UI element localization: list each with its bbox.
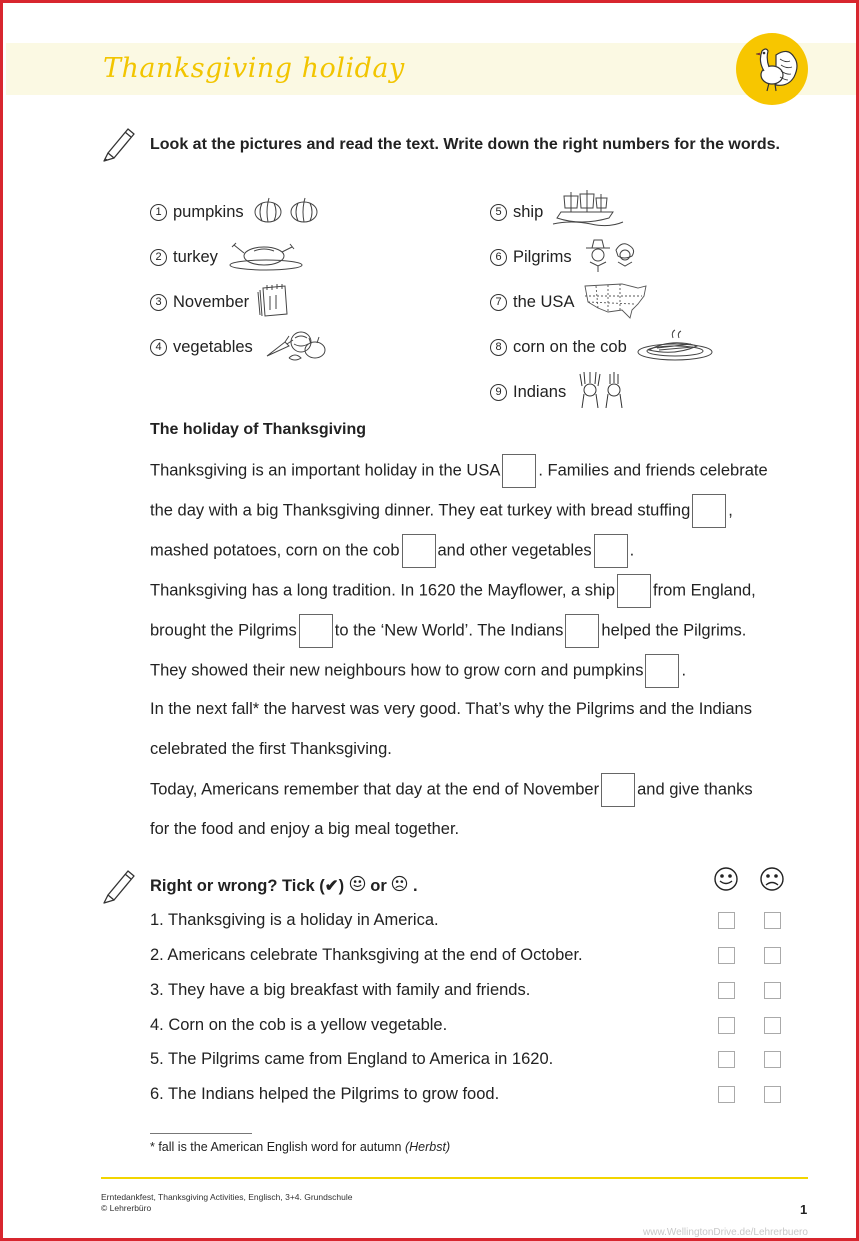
story-line: Today, Americans remember that day at the end of November and give thanks: [150, 773, 753, 807]
wrong-checkbox[interactable]: [764, 1086, 781, 1103]
item-number: 8: [490, 339, 507, 356]
calendar-icon: [257, 282, 291, 323]
right-checkbox[interactable]: [718, 1086, 735, 1103]
right-checkbox[interactable]: [718, 912, 735, 929]
page-number: 1: [800, 1202, 808, 1217]
vocab-item: [150, 290, 291, 314]
usa-map-icon: [582, 280, 650, 325]
right-checkbox[interactable]: [718, 1051, 735, 1068]
item-number: 2: [150, 249, 167, 266]
page-title: Thanksgiving holiday: [103, 53, 405, 84]
vegetables-icon: [261, 328, 329, 367]
vocab-word: vegetables: [173, 337, 253, 356]
answer-box[interactable]: [299, 614, 333, 648]
watermark: www.WellingtonDrive.de/Lehrerbuero: [643, 1227, 808, 1238]
item-number: 6: [490, 249, 507, 266]
right-column-smiley-icon: [713, 866, 739, 897]
statement: 1. Thanksgiving is a holiday in America.: [150, 911, 439, 929]
vocab-word: November: [173, 292, 250, 311]
story-line: In the next fall* the harvest was very good. That’s why the Pilgrims and the Indians: [150, 700, 752, 718]
corn-plate-icon: [635, 328, 715, 367]
statement: 3. They have a big breakfast with family and friends.: [150, 981, 531, 999]
answer-box[interactable]: [601, 773, 635, 807]
right-checkbox[interactable]: [718, 1017, 735, 1034]
right-checkbox[interactable]: [718, 982, 735, 999]
task-instruction: Look at the pictures and read the text. Write down the right numbers for the words.: [150, 136, 780, 153]
vocab-item: [150, 200, 322, 224]
story-line: Thanksgiving has a long tradition. In 1620 the Mayflower, a ship from England,: [150, 574, 756, 608]
story-line: brought the Pilgrims to the ‘New World’. The Indians helped the Pilgrims.: [150, 614, 746, 648]
ship-icon: [551, 190, 625, 235]
story-line: mashed potatoes, corn on the cob and other vegetables .: [150, 534, 634, 568]
story-line: Thanksgiving is an important holiday in the USA . Families and friends celebrate: [150, 454, 768, 488]
item-number: 7: [490, 294, 507, 311]
story-line: the day with a big Thanksgiving dinner. They eat turkey with bread stuffing ,: [150, 494, 733, 528]
vocab-word: ship: [513, 202, 544, 221]
story-line: for the food and enjoy a big meal together.: [150, 820, 460, 838]
story-line: celebrated the first Thanksgiving.: [150, 740, 392, 758]
statement: 5. The Pilgrims came from England to America in 1620.: [150, 1050, 554, 1068]
smiley-icon: [349, 877, 371, 895]
vocab-word: the USA: [513, 292, 575, 311]
answer-box[interactable]: [617, 574, 651, 608]
pumpkins-icon: [252, 197, 322, 228]
statement: 6. The Indians helped the Pilgrims to grow food.: [150, 1085, 500, 1103]
statement: 2. Americans celebrate Thanksgiving at the end of October.: [150, 946, 583, 964]
task2-title: Right or wrong? Tick (✔) or .: [150, 877, 418, 895]
statement: 4. Corn on the cob is a yellow vegetable.: [150, 1016, 448, 1034]
wrong-checkbox[interactable]: [764, 1017, 781, 1034]
vocab-item: [490, 290, 650, 314]
item-number: 5: [490, 204, 507, 221]
item-number: 9: [490, 384, 507, 401]
footer-divider: [101, 1177, 808, 1179]
vocab-item: [490, 335, 715, 359]
roast-turkey-icon: [226, 239, 306, 276]
vocab-word: turkey: [173, 247, 218, 266]
vocab-word: pumpkins: [173, 202, 244, 221]
pencil-icon: [100, 865, 138, 910]
answer-box[interactable]: [402, 534, 436, 568]
answer-box[interactable]: [502, 454, 536, 488]
wrong-checkbox[interactable]: [764, 982, 781, 999]
vocab-item: [490, 245, 640, 269]
vocab-word: Pilgrims: [513, 247, 572, 266]
item-number: 1: [150, 204, 167, 221]
footer-credit: Erntedankfest, Thanksgiving Activities, Englisch, 3+4. Grundschule © Lehrerbüro: [101, 1192, 353, 1213]
wrong-column-frown-icon: [759, 866, 785, 897]
pilgrims-icon: [580, 238, 640, 277]
story-heading: The holiday of Thanksgiving: [150, 421, 367, 438]
pencil-icon: [100, 123, 138, 168]
story-line: They showed their new neighbours how to grow corn and pumpkins .: [150, 654, 686, 688]
answer-box[interactable]: [594, 534, 628, 568]
footnote: * fall is the American English word for autumn (Herbst): [150, 1140, 451, 1154]
right-checkbox[interactable]: [718, 947, 735, 964]
answer-box[interactable]: [645, 654, 679, 688]
wrong-checkbox[interactable]: [764, 912, 781, 929]
wrong-checkbox[interactable]: [764, 1051, 781, 1068]
answer-box[interactable]: [692, 494, 726, 528]
frown-icon: [391, 877, 413, 895]
wrong-checkbox[interactable]: [764, 947, 781, 964]
vocab-word: corn on the cob: [513, 337, 627, 356]
vocab-item: [490, 200, 625, 224]
turkey-icon: [736, 33, 808, 105]
vocab-word: Indians: [513, 382, 567, 401]
indians-icon: [574, 372, 630, 413]
item-number: 4: [150, 339, 167, 356]
vocab-item: [490, 380, 630, 404]
answer-box[interactable]: [565, 614, 599, 648]
vocab-item: [150, 335, 329, 359]
footnote-divider: [150, 1133, 252, 1134]
vocab-item: [150, 245, 306, 269]
item-number: 3: [150, 294, 167, 311]
